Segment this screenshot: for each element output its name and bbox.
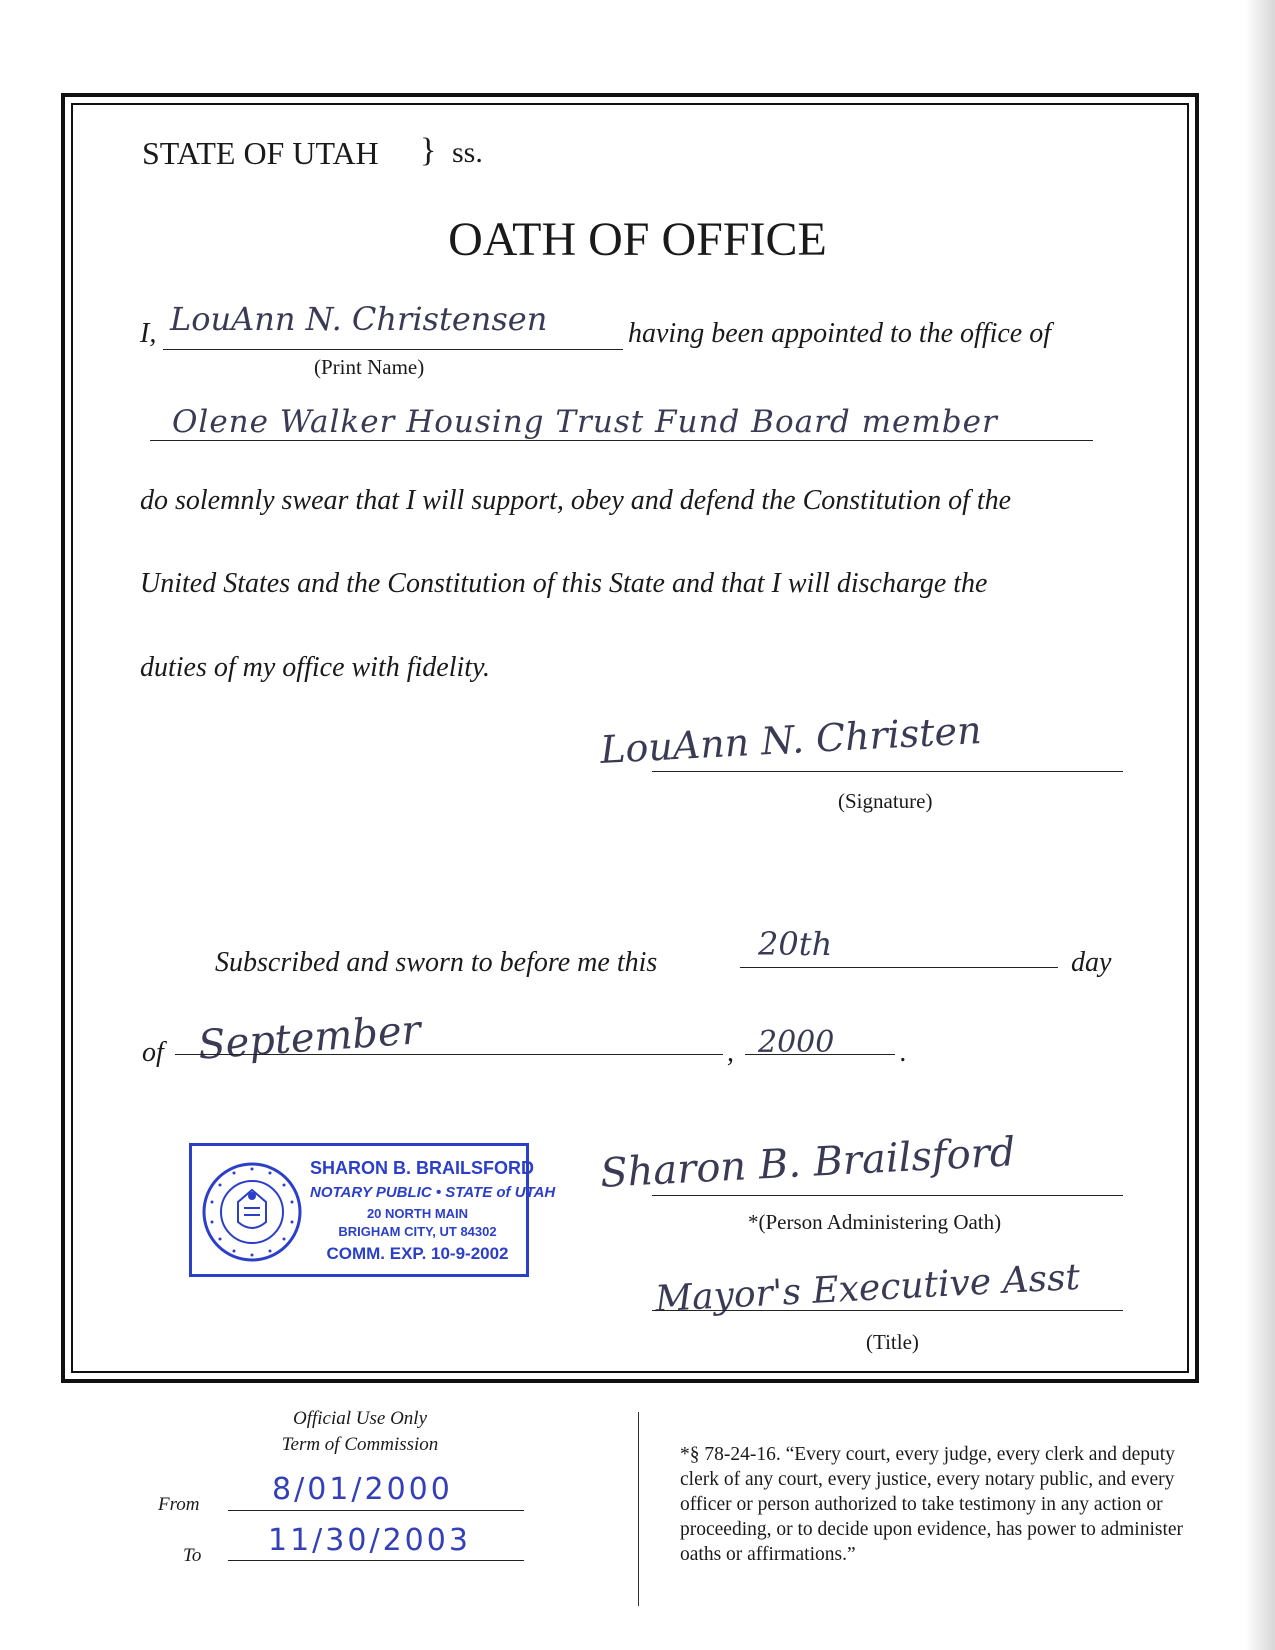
- month-year-comma: ,: [727, 1037, 734, 1068]
- sworn-month-value: September: [196, 1007, 423, 1069]
- sworn-year-value: 2000: [758, 1025, 835, 1060]
- to-date-value: 11/30/2003: [268, 1523, 471, 1558]
- signature-line: [652, 771, 1123, 772]
- stamp-city-line: BRIGHAM CITY, UT 84302: [338, 1224, 497, 1239]
- to-line: [228, 1560, 524, 1561]
- print-name-caption: (Print Name): [314, 355, 425, 379]
- appointment-text: having been appointed to the office of: [628, 318, 1052, 349]
- sworn-period: .: [900, 1037, 907, 1068]
- stamp-address-line: 20 NORTH MAIN: [366, 1206, 469, 1221]
- administrator-signature-value: Sharon B. Brailsford: [599, 1129, 1017, 1197]
- sworn-day-line: [740, 967, 1058, 968]
- state-label: STATE OF UTAH: [142, 135, 379, 171]
- term-heading: Term of Commission: [281, 1434, 439, 1455]
- from-date-value: 8/01/2000: [272, 1472, 453, 1507]
- notary-stamp: [189, 1143, 556, 1277]
- signature-caption: (Signature): [838, 789, 933, 813]
- office-value: Olene Walker Housing Trust Fund Board member: [172, 404, 998, 440]
- title-line: [652, 1310, 1123, 1311]
- oath-text-line-1: do solemnly swear that I will support, obey and defend the Constitution of the: [140, 485, 1012, 516]
- lead-i: I,: [140, 318, 157, 349]
- office-line: [150, 440, 1093, 441]
- sworn-day-value: 20th: [758, 925, 833, 963]
- stamp-commission-line: NOTARY PUBLIC • STATE of UTAH: [310, 1184, 556, 1201]
- section-divider: [638, 1412, 639, 1606]
- ss-label: ss.: [452, 136, 483, 169]
- signature-value: LouAnn N. Christen: [599, 708, 983, 772]
- sworn-month-line: [175, 1054, 723, 1055]
- print-name-line: [163, 349, 623, 350]
- venue-brace: }: [420, 132, 437, 169]
- utah-seal-icon: [200, 1160, 304, 1264]
- stamp-notary-name: SHARON B. BRAILSFORD: [310, 1158, 534, 1178]
- of-label: of: [142, 1037, 164, 1068]
- from-label: From: [158, 1494, 200, 1515]
- day-label: day: [1071, 947, 1112, 978]
- statute-footnote: *§ 78-24-16. “Every court, every judge, every clerk and deputy clerk of any court, every justice, every notary public, and every officer or person authorized to take testimony in any action or proceeding, or to decide upon evidence, has power to administer oaths or affirmations.”: [680, 1444, 1184, 1565]
- title-caption: (Title): [866, 1330, 919, 1354]
- page-title: OATH OF OFFICE: [448, 213, 827, 266]
- administrator-signature-line: [652, 1195, 1123, 1196]
- oath-text-line-3: duties of my office with fidelity.: [140, 652, 490, 683]
- print-name-value: LouAnn N. Christensen: [170, 300, 548, 338]
- from-line: [228, 1510, 524, 1511]
- oath-text-line-2: United States and the Constitution of this State and that I will discharge the: [140, 568, 988, 599]
- administrator-caption: *(Person Administering Oath): [748, 1210, 1002, 1234]
- stamp-expiration: COMM. EXP. 10-9-2002: [326, 1244, 509, 1263]
- to-label: To: [183, 1545, 202, 1566]
- official-use-heading: Official Use Only: [292, 1408, 428, 1429]
- sworn-year-line: [745, 1054, 895, 1055]
- sworn-text: Subscribed and sworn to before me this: [215, 947, 658, 978]
- title-value: Mayor's Executive Asst: [654, 1256, 1081, 1321]
